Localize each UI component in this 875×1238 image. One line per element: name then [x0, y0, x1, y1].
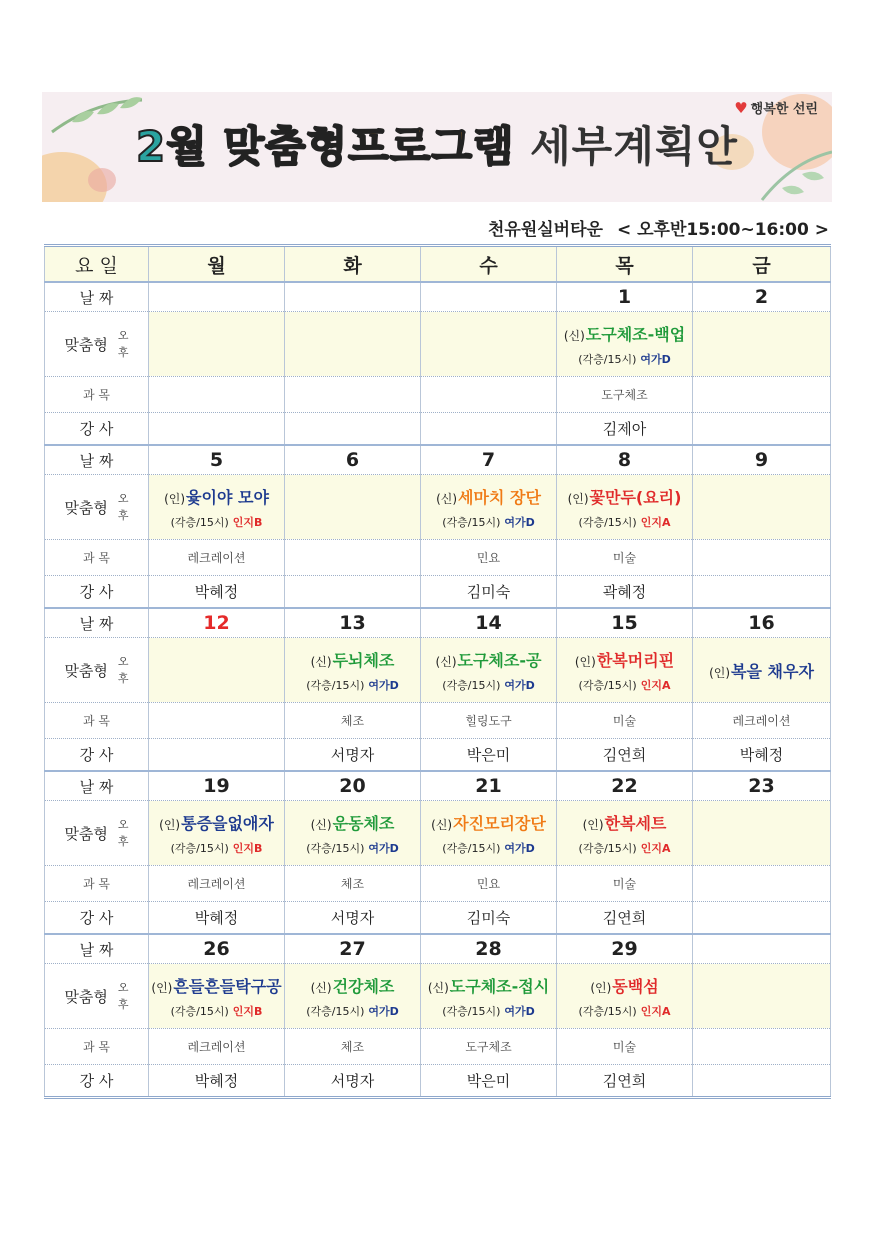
program-title: 통증을없애자	[181, 813, 274, 833]
subject-cell: 미술	[557, 703, 693, 739]
subject-cell: 레크레이션	[149, 866, 285, 902]
program-cell	[285, 638, 421, 703]
program-time: (각층/15시)	[442, 841, 501, 855]
title-banner	[42, 92, 832, 202]
program-tag: 여가D	[504, 678, 535, 692]
weekday-cell: 화	[285, 246, 421, 283]
program-time: (각층/15시)	[170, 515, 229, 529]
date-cell: 2	[693, 282, 831, 312]
program-title: 흔들흔들탁구공	[173, 976, 282, 996]
teacher-row	[45, 413, 831, 446]
program-prefix: (인)	[709, 665, 731, 680]
program-cell	[285, 312, 421, 377]
date-cell: 14	[421, 608, 557, 638]
program-title: 도구체조-공	[457, 650, 542, 670]
program-detail	[421, 677, 556, 693]
teacher-cell	[693, 576, 831, 609]
subject-cell	[693, 377, 831, 413]
teacher-cell: 박혜정	[149, 902, 285, 935]
program-tag: 여가D	[640, 352, 671, 366]
subject-row	[45, 866, 831, 902]
program-label-text: 맞춤형	[64, 661, 108, 680]
date-cell: 8	[557, 445, 693, 475]
program-name	[557, 648, 692, 671]
heart-icon: ♥	[734, 98, 748, 117]
program-cell	[557, 801, 693, 866]
teacher-cell	[693, 413, 831, 446]
program-cell	[557, 638, 693, 703]
program-name	[285, 648, 420, 671]
subject-cell: 미술	[557, 866, 693, 902]
program-detail	[421, 1003, 556, 1019]
date-cell: 23	[693, 771, 831, 801]
date-row	[45, 608, 831, 638]
program-name	[421, 811, 556, 834]
program-detail	[557, 514, 692, 530]
program-label	[45, 327, 148, 361]
date-cell	[421, 282, 557, 312]
program-detail	[421, 840, 556, 856]
teacher-cell	[149, 413, 285, 446]
afternoon-label	[118, 653, 129, 687]
program-label	[45, 490, 148, 524]
afternoon-char-1: 오	[117, 329, 129, 342]
program-prefix: (신)	[563, 328, 585, 343]
program-detail	[557, 677, 692, 693]
teacher-cell	[693, 1065, 831, 1098]
program-name	[285, 974, 420, 997]
date-cell: 19	[149, 771, 285, 801]
program-tag: 인지B	[232, 841, 263, 855]
program-title: 도구체조-접시	[449, 976, 550, 996]
afternoon-char-1: 오	[117, 492, 129, 505]
teacher-cell: 김제아	[557, 413, 693, 446]
teacher-cell: 박혜정	[693, 739, 831, 772]
facility-name: 천유원실버타운	[487, 220, 603, 240]
program-name	[149, 974, 284, 997]
date-label: 날 짜	[45, 282, 149, 312]
subject-cell	[693, 1029, 831, 1065]
program-detail	[149, 514, 284, 530]
program-prefix: (인)	[590, 980, 612, 995]
program-row	[45, 801, 831, 866]
date-label: 날 짜	[45, 445, 149, 475]
afternoon-char-1: 오	[117, 981, 129, 994]
teacher-cell	[693, 902, 831, 935]
subject-cell: 민요	[421, 540, 557, 576]
subject-cell: 체조	[285, 1029, 421, 1065]
subject-cell	[693, 540, 831, 576]
program-title: 한복세트	[604, 813, 667, 833]
afternoon-char-1: 오	[117, 818, 129, 831]
afternoon-char-1: 오	[117, 655, 129, 668]
subject-cell: 도구체조	[557, 377, 693, 413]
date-cell: 29	[557, 934, 693, 964]
subject-row	[45, 1029, 831, 1065]
program-title: 복을 채우자	[731, 661, 814, 681]
program-cell	[149, 638, 285, 703]
teacher-row	[45, 739, 831, 772]
subject-cell: 미술	[557, 540, 693, 576]
subject-row	[45, 540, 831, 576]
subtitle	[488, 215, 829, 240]
date-cell: 13	[285, 608, 421, 638]
afternoon-char-2: 후	[117, 509, 129, 522]
teacher-cell: 김미숙	[421, 576, 557, 609]
date-cell: 9	[693, 445, 831, 475]
program-name	[421, 974, 556, 997]
program-tag: 인지A	[640, 678, 671, 692]
program-time: (각층/15시)	[306, 841, 365, 855]
teacher-row	[45, 902, 831, 935]
program-prefix: (신)	[310, 654, 332, 669]
program-label	[45, 816, 148, 850]
subject-label: 과 목	[45, 1029, 149, 1065]
program-tag: 여가D	[504, 1004, 535, 1018]
teacher-row	[45, 1065, 831, 1098]
program-cell	[421, 964, 557, 1029]
teacher-cell: 서명자	[285, 739, 421, 772]
program-cell	[693, 312, 831, 377]
program-prefix: (인)	[159, 817, 181, 832]
subject-label: 과 목	[45, 866, 149, 902]
date-cell: 26	[149, 934, 285, 964]
subject-label: 과 목	[45, 377, 149, 413]
program-detail	[421, 514, 556, 530]
teacher-cell: 박은미	[421, 1065, 557, 1098]
weekday-cell: 월	[149, 246, 285, 283]
afternoon-label	[118, 490, 129, 524]
program-tag: 여가D	[368, 1004, 399, 1018]
subject-cell	[693, 866, 831, 902]
program-detail	[285, 677, 420, 693]
program-tag: 인지B	[232, 515, 263, 529]
session-time: < 오후반15:00~16:00 >	[616, 220, 829, 240]
program-prefix: (인)	[164, 491, 186, 506]
program-cell	[693, 964, 831, 1029]
program-cell	[421, 638, 557, 703]
teacher-label: 강 사	[45, 902, 149, 935]
weekday-label: 요 일	[45, 246, 149, 283]
afternoon-char-2: 후	[117, 672, 129, 685]
program-cell	[557, 964, 693, 1029]
program-cell	[149, 312, 285, 377]
program-title: 세마치 장단	[458, 487, 541, 507]
date-cell	[285, 282, 421, 312]
program-time: (각층/15시)	[170, 841, 229, 855]
program-name	[557, 974, 692, 997]
teacher-cell	[421, 413, 557, 446]
teacher-label: 강 사	[45, 576, 149, 609]
program-name	[421, 648, 556, 671]
program-title: 도구체조-백업	[585, 324, 686, 344]
program-label-text: 맞춤형	[64, 498, 108, 517]
date-label: 날 짜	[45, 771, 149, 801]
program-detail	[285, 1003, 420, 1019]
afternoon-char-2: 후	[117, 998, 129, 1011]
program-prefix: (인)	[582, 817, 604, 832]
program-name	[557, 322, 692, 345]
program-cell	[557, 475, 693, 540]
date-cell: 1	[557, 282, 693, 312]
program-tag: 인지A	[640, 515, 671, 529]
program-name	[557, 811, 692, 834]
program-cell	[693, 801, 831, 866]
program-cell	[421, 801, 557, 866]
teacher-cell: 김연희	[557, 1065, 693, 1098]
program-label-text: 맞춤형	[64, 335, 108, 354]
program-title: 자진모리장단	[453, 813, 546, 833]
teacher-cell: 박혜정	[149, 576, 285, 609]
program-time: (각층/15시)	[578, 678, 637, 692]
program-name	[421, 485, 556, 508]
subject-cell: 미술	[557, 1029, 693, 1065]
program-prefix: (신)	[435, 654, 457, 669]
title-month: 2월	[136, 122, 208, 171]
weekday-header-row	[45, 246, 831, 283]
program-cell	[149, 475, 285, 540]
program-label	[45, 653, 148, 687]
program-title: 동백섬	[612, 976, 659, 996]
program-label-text: 맞춤형	[64, 824, 108, 843]
program-title: 윷이야 모야	[186, 487, 269, 507]
weekday-cell: 금	[693, 246, 831, 283]
program-time: (각층/15시)	[306, 678, 365, 692]
date-cell: 22	[557, 771, 693, 801]
date-row	[45, 771, 831, 801]
subject-cell: 레크레이션	[693, 703, 831, 739]
program-detail	[557, 351, 692, 367]
teacher-cell	[149, 739, 285, 772]
date-cell: 27	[285, 934, 421, 964]
title-plan: 세부계획안	[530, 122, 738, 171]
teacher-cell: 서명자	[285, 902, 421, 935]
program-title: 두뇌체조	[332, 650, 395, 670]
program-title: 꽃만두(요리)	[589, 487, 682, 507]
teacher-cell: 김연희	[557, 739, 693, 772]
program-label-cell	[45, 964, 149, 1029]
teacher-cell: 김연희	[557, 902, 693, 935]
afternoon-char-2: 후	[117, 346, 129, 359]
program-time: (각층/15시)	[442, 515, 501, 529]
program-detail	[149, 840, 284, 856]
program-cell	[149, 801, 285, 866]
program-tag: 여가D	[368, 678, 399, 692]
program-tag: 인지B	[232, 1004, 263, 1018]
program-cell	[149, 964, 285, 1029]
program-time: (각층/15시)	[306, 1004, 365, 1018]
date-cell: 12	[149, 608, 285, 638]
program-prefix: (인)	[151, 980, 173, 995]
schedule-table	[44, 244, 831, 1099]
subject-cell: 힐링도구	[421, 703, 557, 739]
afternoon-label	[118, 979, 129, 1013]
page-title	[42, 114, 832, 174]
date-cell	[149, 282, 285, 312]
program-cell	[693, 638, 831, 703]
teacher-cell: 곽혜정	[557, 576, 693, 609]
teacher-label: 강 사	[45, 739, 149, 772]
weekday-cell: 목	[557, 246, 693, 283]
title-program: 맞춤형프로그램	[223, 122, 515, 171]
date-cell: 21	[421, 771, 557, 801]
subject-row	[45, 377, 831, 413]
program-detail	[149, 1003, 284, 1019]
teacher-cell: 김미숙	[421, 902, 557, 935]
program-title: 운동체조	[332, 813, 395, 833]
teacher-label: 강 사	[45, 413, 149, 446]
program-time: (각층/15시)	[578, 515, 637, 529]
date-row	[45, 934, 831, 964]
teacher-cell: 박혜정	[149, 1065, 285, 1098]
program-detail	[285, 840, 420, 856]
program-label-cell	[45, 638, 149, 703]
program-prefix: (신)	[427, 980, 449, 995]
program-cell	[693, 475, 831, 540]
teacher-cell: 박은미	[421, 739, 557, 772]
subject-cell	[285, 540, 421, 576]
program-row	[45, 964, 831, 1029]
program-title: 건강체조	[332, 976, 395, 996]
program-label	[45, 979, 148, 1013]
subject-cell	[421, 377, 557, 413]
subject-cell: 레크레이션	[149, 540, 285, 576]
subject-cell: 체조	[285, 703, 421, 739]
program-name	[557, 485, 692, 508]
program-time: (각층/15시)	[170, 1004, 229, 1018]
subject-label: 과 목	[45, 703, 149, 739]
program-tag: 인지A	[640, 1004, 671, 1018]
teacher-cell	[285, 413, 421, 446]
program-time: (각층/15시)	[578, 352, 637, 366]
date-cell: 28	[421, 934, 557, 964]
program-detail	[557, 1003, 692, 1019]
program-prefix: (인)	[574, 654, 596, 669]
afternoon-label	[118, 327, 129, 361]
program-tag: 여가D	[504, 515, 535, 529]
program-cell	[285, 475, 421, 540]
date-cell: 16	[693, 608, 831, 638]
program-name	[149, 811, 284, 834]
date-label: 날 짜	[45, 608, 149, 638]
subject-cell	[285, 377, 421, 413]
teacher-cell: 서명자	[285, 1065, 421, 1098]
program-name	[693, 659, 830, 682]
brand-text: 행복한 선린	[750, 102, 818, 117]
date-cell	[693, 934, 831, 964]
program-label-text: 맞춤형	[64, 987, 108, 1006]
date-cell: 15	[557, 608, 693, 638]
subject-cell	[149, 377, 285, 413]
program-name	[149, 485, 284, 508]
program-prefix: (신)	[436, 491, 458, 506]
teacher-label: 강 사	[45, 1065, 149, 1098]
date-row	[45, 282, 831, 312]
program-cell	[421, 475, 557, 540]
subject-cell	[149, 703, 285, 739]
date-cell: 5	[149, 445, 285, 475]
program-tag: 여가D	[504, 841, 535, 855]
program-cell	[285, 801, 421, 866]
subject-row	[45, 703, 831, 739]
program-tag: 인지A	[640, 841, 671, 855]
subject-cell: 민요	[421, 866, 557, 902]
program-row	[45, 475, 831, 540]
program-cell	[557, 312, 693, 377]
program-time: (각층/15시)	[442, 678, 501, 692]
program-time: (각층/15시)	[442, 1004, 501, 1018]
program-prefix: (신)	[431, 817, 453, 832]
weekday-cell: 수	[421, 246, 557, 283]
date-cell: 6	[285, 445, 421, 475]
afternoon-char-2: 후	[117, 835, 129, 848]
program-cell	[285, 964, 421, 1029]
subject-cell: 도구체조	[421, 1029, 557, 1065]
program-name	[285, 811, 420, 834]
program-time: (각층/15시)	[578, 1004, 637, 1018]
program-tag: 여가D	[368, 841, 399, 855]
program-detail	[557, 840, 692, 856]
subject-cell: 체조	[285, 866, 421, 902]
program-prefix: (인)	[567, 491, 589, 506]
program-prefix: (신)	[310, 980, 332, 995]
program-label-cell	[45, 312, 149, 377]
program-prefix: (신)	[310, 817, 332, 832]
date-label: 날 짜	[45, 934, 149, 964]
program-cell	[421, 312, 557, 377]
date-cell: 7	[421, 445, 557, 475]
subject-cell: 레크레이션	[149, 1029, 285, 1065]
teacher-row	[45, 576, 831, 609]
afternoon-label	[118, 816, 129, 850]
program-title: 한복머리핀	[596, 650, 675, 670]
program-label-cell	[45, 801, 149, 866]
date-row	[45, 445, 831, 475]
program-label-cell	[45, 475, 149, 540]
teacher-cell	[285, 576, 421, 609]
program-row	[45, 312, 831, 377]
program-time: (각층/15시)	[578, 841, 637, 855]
subject-label: 과 목	[45, 540, 149, 576]
date-cell: 20	[285, 771, 421, 801]
program-row	[45, 638, 831, 703]
